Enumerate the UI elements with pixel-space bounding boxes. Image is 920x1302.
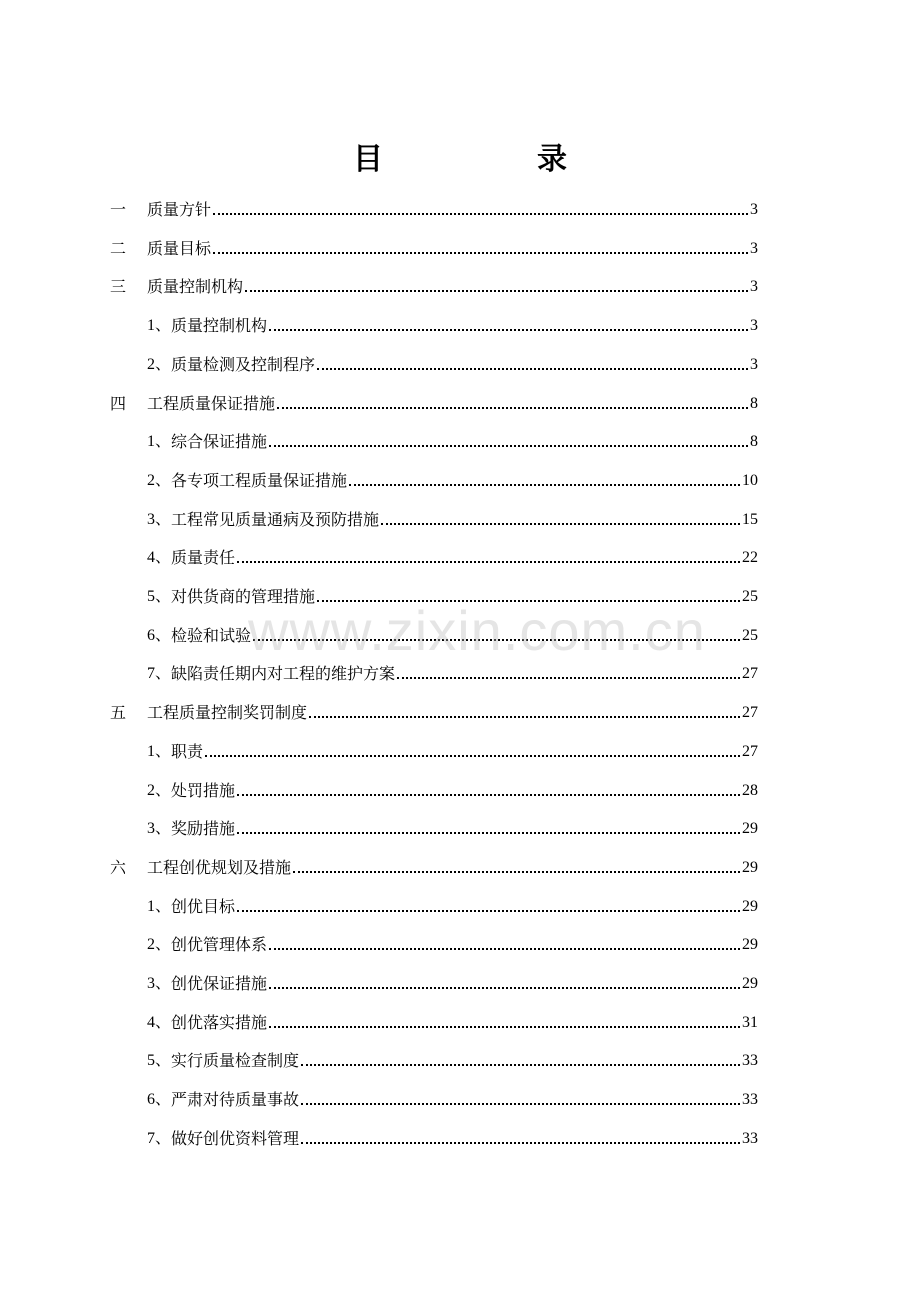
toc-entry-label: 综合保证措施 — [171, 432, 268, 452]
dot-leader — [269, 1026, 740, 1028]
toc-entry[interactable] — [0, 1039, 920, 1078]
toc-entry-label: 创优保证措施 — [171, 974, 268, 993]
toc-entry[interactable] — [0, 575, 920, 614]
toc-entry-page: 33 — [742, 1052, 758, 1070]
toc-entry-number: 7、 — [147, 665, 172, 683]
toc-entry-number: 三 — [110, 277, 127, 297]
toc-entry-label: 对供货商的管理措施 — [171, 587, 316, 606]
toc-entry-label: 质量目标 — [147, 238, 212, 258]
toc-entry-line — [147, 658, 758, 684]
toc-entry[interactable] — [0, 614, 920, 653]
toc-entry-label: 做好创优资料管理 — [171, 1128, 300, 1148]
toc-entry[interactable] — [0, 1001, 920, 1040]
toc-entry-line — [110, 697, 758, 723]
dot-leader — [293, 871, 740, 873]
toc-entry-line — [110, 233, 758, 259]
toc-entry-page: 22 — [742, 549, 758, 567]
toc-entry[interactable] — [0, 382, 920, 421]
toc-entry-number: 3、 — [147, 975, 172, 992]
toc-entry[interactable] — [0, 536, 920, 575]
toc-entry-line — [147, 775, 758, 801]
toc-entry[interactable] — [0, 265, 920, 304]
toc-entry-number: 7、 — [147, 1129, 172, 1147]
toc-entry-page: 3 — [750, 317, 758, 335]
dot-leader — [349, 484, 740, 486]
toc-entry-line — [147, 504, 758, 530]
toc-entry-line — [147, 542, 758, 568]
dot-leader — [277, 407, 748, 409]
toc-entry-label: 创优目标 — [171, 896, 236, 916]
toc-entry-number: 3、 — [147, 820, 172, 838]
dot-leader — [397, 677, 740, 679]
toc-entry-page: 3 — [750, 355, 758, 373]
toc-entry[interactable] — [0, 652, 920, 691]
toc-entry-page: 10 — [742, 471, 758, 489]
toc-entry-line — [147, 310, 758, 336]
toc-entry-number: 6、 — [147, 626, 172, 644]
dot-leader — [213, 252, 748, 254]
toc-entry-line — [110, 852, 758, 878]
toc-entry-line — [147, 736, 758, 762]
toc-entry[interactable] — [0, 807, 920, 846]
toc-entry-page: 15 — [742, 510, 758, 528]
toc-entry[interactable] — [0, 923, 920, 962]
dot-leader — [237, 910, 740, 912]
toc-entry[interactable] — [0, 459, 920, 498]
dot-leader — [205, 755, 740, 757]
toc-entry-label: 职责 — [171, 741, 204, 761]
toc-entry[interactable] — [0, 769, 920, 808]
dot-leader — [317, 600, 740, 602]
toc-entry-page: 29 — [742, 936, 758, 954]
toc-entry-line — [110, 388, 758, 414]
toc-entry-number: 6、 — [147, 1091, 172, 1109]
dot-leader — [237, 794, 740, 796]
dot-leader — [213, 213, 748, 215]
toc-entry-label: 工程质量控制奖罚制度 — [147, 703, 308, 723]
toc-entry-label: 工程常见质量通病及预防措施 — [171, 509, 380, 529]
toc-entry-line — [147, 1007, 758, 1033]
toc-entry-label: 工程创优规划及措施 — [147, 857, 292, 877]
toc-entry-line — [147, 349, 758, 375]
toc-entry-page: 3 — [750, 201, 758, 218]
toc-entry-page: 25 — [742, 588, 758, 605]
toc-entry[interactable] — [0, 188, 920, 227]
toc-entry-page: 27 — [742, 742, 758, 760]
dot-leader — [381, 523, 740, 525]
toc-entry[interactable] — [0, 1117, 920, 1156]
toc-entry[interactable] — [0, 498, 920, 537]
toc-entry-page: 29 — [742, 975, 758, 992]
toc-entry-label: 缺陷责任期内对工程的维护方案 — [171, 664, 396, 684]
toc-entry-line — [147, 968, 758, 994]
dot-leader — [245, 290, 748, 292]
toc-entry-number: 四 — [110, 393, 127, 413]
toc-entry-line — [147, 426, 758, 452]
toc-entry-number: 一 — [110, 200, 127, 219]
toc-entry[interactable] — [0, 691, 920, 730]
toc-entry-page: 3 — [750, 278, 758, 296]
toc-entry-label: 严肃对待质量事故 — [171, 1090, 300, 1110]
toc-entry-number: 2、 — [147, 936, 172, 954]
toc-entry-number: 3、 — [147, 510, 172, 528]
toc-entry-number: 1、 — [147, 317, 172, 335]
toc-entry[interactable] — [0, 420, 920, 459]
toc-entry[interactable] — [0, 846, 920, 885]
toc-entry-line — [147, 1123, 758, 1149]
toc-entry-page: 31 — [742, 1013, 758, 1031]
toc-entry-label: 工程质量保证措施 — [147, 393, 276, 413]
toc-entry-number: 五 — [110, 703, 127, 723]
toc-entry[interactable] — [0, 304, 920, 343]
toc-entry-line — [147, 465, 758, 491]
toc-entry-page: 29 — [742, 820, 758, 838]
toc-entry-line — [147, 1084, 758, 1110]
toc-entry-page: 27 — [742, 704, 758, 722]
toc-entry-number: 4、 — [147, 549, 172, 567]
toc-entry-page: 27 — [742, 665, 758, 683]
toc-entry-line — [147, 891, 758, 917]
toc-entry-number: 2、 — [147, 355, 172, 373]
toc-entry-label: 处罚措施 — [171, 780, 236, 800]
toc-entry-page: 8 — [750, 433, 758, 451]
dot-leader — [301, 1103, 740, 1105]
toc-entry[interactable] — [0, 343, 920, 382]
dot-leader — [317, 368, 748, 370]
toc-entry-line — [110, 194, 758, 220]
dot-leader — [301, 1142, 740, 1144]
toc-entry-number: 2、 — [147, 781, 172, 799]
dot-leader — [237, 561, 740, 563]
toc-entry-number: 5、 — [147, 1052, 172, 1070]
toc-entry[interactable] — [0, 962, 920, 1001]
toc-entry-label: 检验和试验 — [171, 625, 252, 645]
toc-entry[interactable] — [0, 1078, 920, 1117]
toc-entry-page: 33 — [742, 1129, 758, 1147]
dot-leader — [269, 329, 748, 331]
toc-entry-page: 29 — [742, 858, 758, 876]
toc-entry-number: 1、 — [147, 433, 172, 451]
dot-leader — [269, 445, 748, 447]
toc-entry-label: 质量责任 — [171, 548, 236, 568]
toc-entry-number: 5、 — [147, 588, 172, 605]
toc-entry-number: 2、 — [147, 471, 172, 489]
toc-entry-page: 28 — [742, 781, 758, 799]
toc-entry-line — [147, 929, 758, 955]
watermark: www.zixin.com.cn — [248, 599, 706, 662]
dot-leader — [253, 639, 740, 641]
toc-entry-line — [147, 581, 758, 607]
toc-entry[interactable] — [0, 730, 920, 769]
toc-entry-label: 质量控制机构 — [147, 277, 244, 297]
toc-entry-label: 质量控制机构 — [171, 316, 268, 336]
toc-entry-line — [110, 271, 758, 297]
toc-entry-label: 质量检测及控制程序 — [171, 354, 316, 374]
dot-leader — [237, 832, 740, 834]
toc-entry-label: 实行质量检查制度 — [171, 1051, 300, 1071]
toc-entry-page: 33 — [742, 1091, 758, 1109]
dot-leader — [269, 948, 740, 950]
dot-leader — [309, 716, 740, 718]
toc-entry-label: 创优管理体系 — [171, 935, 268, 955]
toc-entry-line — [147, 813, 758, 839]
toc-entry[interactable] — [0, 885, 920, 924]
toc-entry-number: 1、 — [147, 742, 172, 760]
toc-entry[interactable] — [0, 227, 920, 266]
dot-leader — [301, 1064, 740, 1066]
toc-entry-label: 创优落实措施 — [171, 1012, 268, 1032]
toc-entry-label: 奖励措施 — [171, 819, 236, 839]
toc-entry-number: 二 — [110, 238, 127, 258]
dot-leader — [269, 987, 740, 989]
toc-entry-line — [147, 620, 758, 646]
page-title: 目 录 — [353, 142, 629, 177]
toc-entry-label: 各专项工程质量保证措施 — [171, 470, 348, 490]
toc-entry-page: 29 — [742, 897, 758, 915]
toc-entry-label: 质量方针 — [147, 200, 212, 219]
toc-entry-number: 六 — [110, 857, 127, 877]
toc-entry-number: 4、 — [147, 1013, 172, 1031]
toc-entry-page: 25 — [742, 626, 758, 644]
toc-entry-line — [147, 1045, 758, 1071]
toc-entry-page: 8 — [750, 394, 758, 412]
toc-entry-page: 3 — [750, 239, 758, 257]
toc-entry-number: 1、 — [147, 897, 172, 915]
